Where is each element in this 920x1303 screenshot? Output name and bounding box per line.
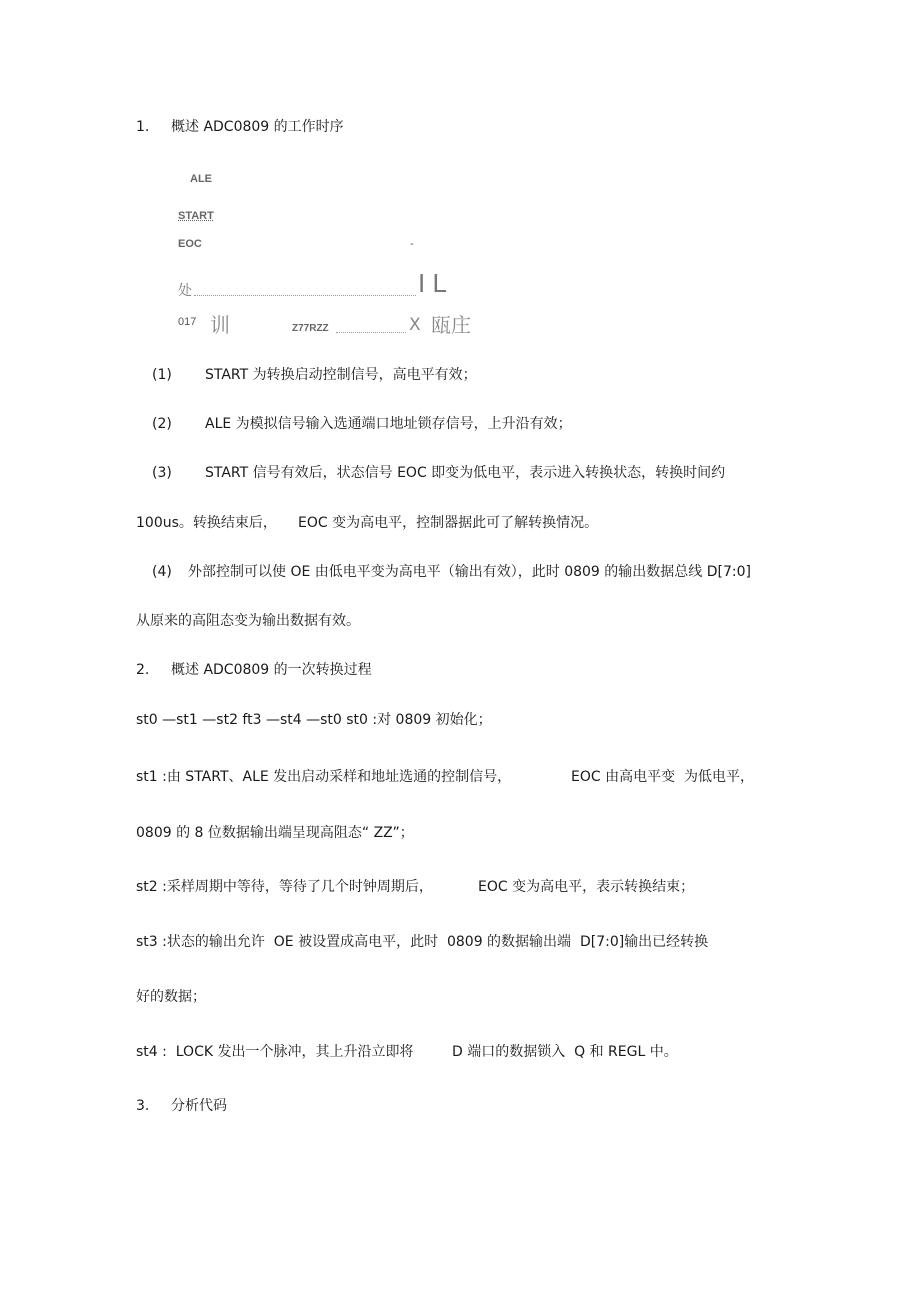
st4-line-b: D 端口的数据锁入 Q 和 REGL 中。 <box>452 1044 678 1060</box>
st1-line-a: st1 :由 START、ALE 发出启动采样和地址选通的控制信号， <box>136 769 512 785</box>
point-3-text: START 信号有效后，状态信号 EOC 即变为低电平，表示进入转换状态，转换时间约 <box>205 465 726 481</box>
st1-line-c: 0809 的 8 位数据输出端呈现高阻态“ ZZ”； <box>136 825 414 841</box>
point-3-number: (3) <box>152 465 172 481</box>
row-5-x-mark: X <box>409 315 421 335</box>
point-2-text: ALE 为模拟信号输入选通端口地址锁存信号，上升沿有效； <box>205 416 572 432</box>
st3-line-b: 好的数据； <box>136 989 206 1005</box>
row-5-glyph-a: 训 <box>210 313 230 337</box>
eoc-dash-mark: - <box>410 238 414 250</box>
signal-4-label: 处 <box>178 283 192 299</box>
point-4-text: 外部控制可以使 OE 由低电平变为高电平（输出有效），此时 0809 的输出数据总线 D[7:0] <box>188 564 751 580</box>
st1-line-b: EOC 由高电平变 为低电平， <box>571 769 754 785</box>
state-sequence: st0 —st1 —st2 ft3 —st4 —st0 st0 :对 0809 初始化； <box>136 712 492 728</box>
eoc-signal-label: EOC <box>178 238 202 250</box>
section-3-number: 3. <box>136 1098 150 1114</box>
point-2-number: (2) <box>152 416 172 432</box>
point-4-continuation: 从原来的高阻态变为输出数据有效。 <box>136 613 360 629</box>
signal-4-mark: I L <box>418 268 447 298</box>
row-5-glyph-d: 瓯庄 <box>431 313 471 337</box>
row-5-code: Z77RZZ <box>292 323 329 334</box>
start-signal-label: START <box>178 210 214 222</box>
st3-line-a: st3 :状态的输出允许 OE 被设置成高电平，此时 0809 的数据输出端 D[7:0]输出已经转换 <box>136 934 709 950</box>
st2-line-a: st2 :采样周期中等待，等待了几个时钟周期后， <box>136 879 433 895</box>
ale-signal-label: ALE <box>190 173 212 185</box>
signal-4-line <box>194 295 416 296</box>
row-5-line <box>336 332 406 333</box>
point-1-number: (1) <box>152 367 172 383</box>
section-2-title: 概述 ADC0809 的一次转换过程 <box>171 662 372 678</box>
st2-line-b: EOC 变为高电平，表示转换结束； <box>478 879 695 895</box>
section-2-number: 2. <box>136 662 150 678</box>
point-3-continuation-a: 100us。转换结束后， <box>136 515 277 531</box>
section-1-title: 概述 ADC0809 的工作时序 <box>171 119 344 135</box>
point-3-continuation-b: EOC 变为高电平，控制器据此可了解转换情况。 <box>298 515 599 531</box>
st4-line-a: st4 : LOCK 发出一个脉冲，其上升沿立即将 <box>136 1044 414 1060</box>
row-5-label: 017 <box>178 316 197 328</box>
point-4-number: (4) <box>152 564 172 580</box>
point-1-text: START 为转换启动控制信号，高电平有效； <box>205 367 477 383</box>
section-1-number: 1. <box>136 119 150 135</box>
section-3-title: 分析代码 <box>171 1098 227 1114</box>
